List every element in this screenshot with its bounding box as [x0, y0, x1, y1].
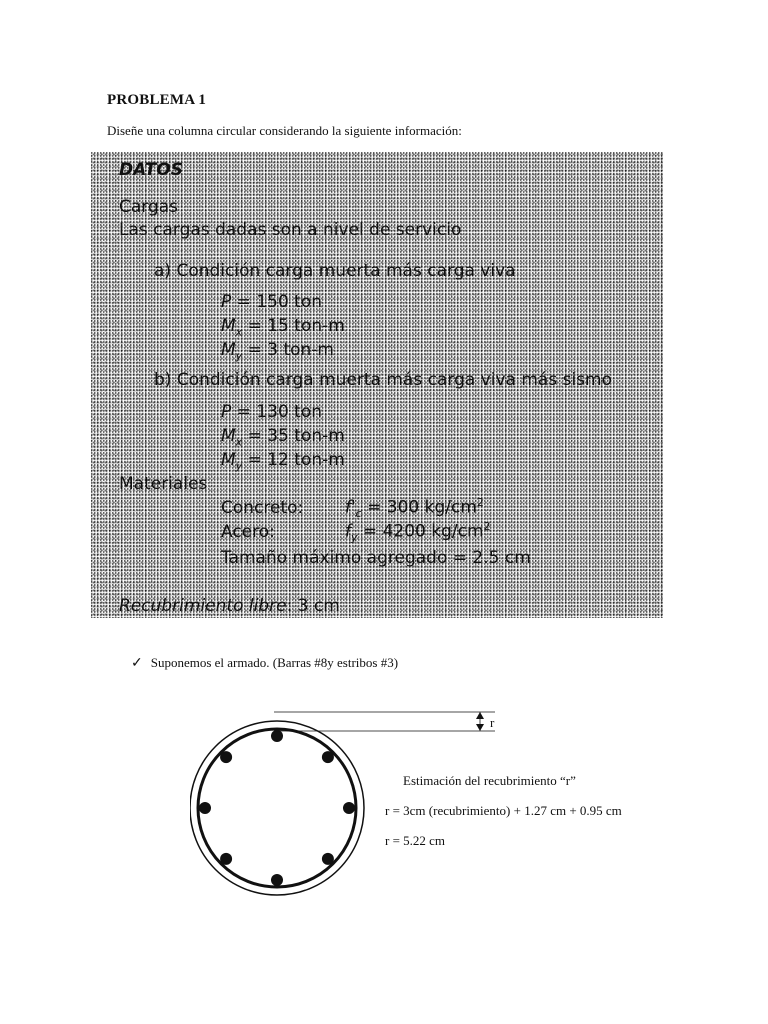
- stirrup-circle: [198, 729, 356, 887]
- dimension-arrow-down: [476, 724, 484, 731]
- b-moment-x: $M_x = 35$ ton-m: [221, 426, 345, 449]
- check-icon: ✓: [131, 656, 143, 671]
- dimension-arrow-up: [476, 712, 484, 719]
- rebar-group: [199, 730, 355, 886]
- check-item: [131, 655, 398, 672]
- acero-value: $f_y = 4200$ $kg/cm^2$: [345, 520, 491, 545]
- concreto-value: $f'_c = 300$ $kg/cm^2$: [345, 496, 484, 521]
- problem-intro: Diseñe una columna circular considerando la siguiente información:: [107, 123, 462, 138]
- rebar-bar: [199, 802, 211, 814]
- check-item-text: Suponemos el armado. (Barras #8y estribos #3): [150, 655, 399, 670]
- estimation-formula: r = 3cm (recubrimiento) + 1.27 cm + 0.95 cm: [385, 803, 622, 818]
- column-outer-circle: [190, 721, 364, 895]
- dimension-label: r: [490, 715, 495, 730]
- condition-b: b) Condición carga muerta más carga viva más sismo: [154, 370, 612, 390]
- a-moment-y: $M_y = 3$ ton-m: [221, 340, 334, 363]
- b-moment-y: $M_y = 12$ ton-m: [221, 450, 345, 473]
- acero-label: Acero:: [221, 522, 275, 542]
- problem-title: PROBLEMA 1: [107, 92, 207, 108]
- concreto-label: Concreto:: [221, 498, 304, 518]
- cargas-heading: Cargas: [119, 197, 179, 217]
- agregado-line: Tamaño máximo agregado = 2.5 cm: [221, 548, 531, 568]
- estimation-title: Estimación del recubrimiento “r”: [403, 773, 576, 788]
- rebar-bar: [322, 853, 334, 865]
- rebar-bar: [343, 802, 355, 814]
- cargas-note: Las cargas dadas son a nivel de servicio: [119, 220, 462, 240]
- a-axial-load: P = 150 ton: [221, 292, 323, 312]
- rebar-bar: [271, 874, 283, 886]
- rebar-bar: [271, 730, 283, 742]
- materiales-heading: Materiales: [119, 474, 208, 494]
- data-box: [91, 152, 663, 618]
- condition-a: a) Condición carga muerta más carga viva: [154, 261, 516, 281]
- b-axial-load: P = 130 ton: [221, 402, 323, 422]
- rebar-bar: [220, 853, 232, 865]
- rebar-bar: [322, 751, 334, 763]
- rebar-bar: [220, 751, 232, 763]
- estimation-result: r = 5.22 cm: [385, 833, 446, 848]
- a-moment-x: $M_x = 15$ ton-m: [221, 316, 345, 339]
- datos-heading: DATOS: [119, 160, 183, 180]
- recubrimiento-line: Recubrimiento libre: 3 cm: [119, 596, 340, 616]
